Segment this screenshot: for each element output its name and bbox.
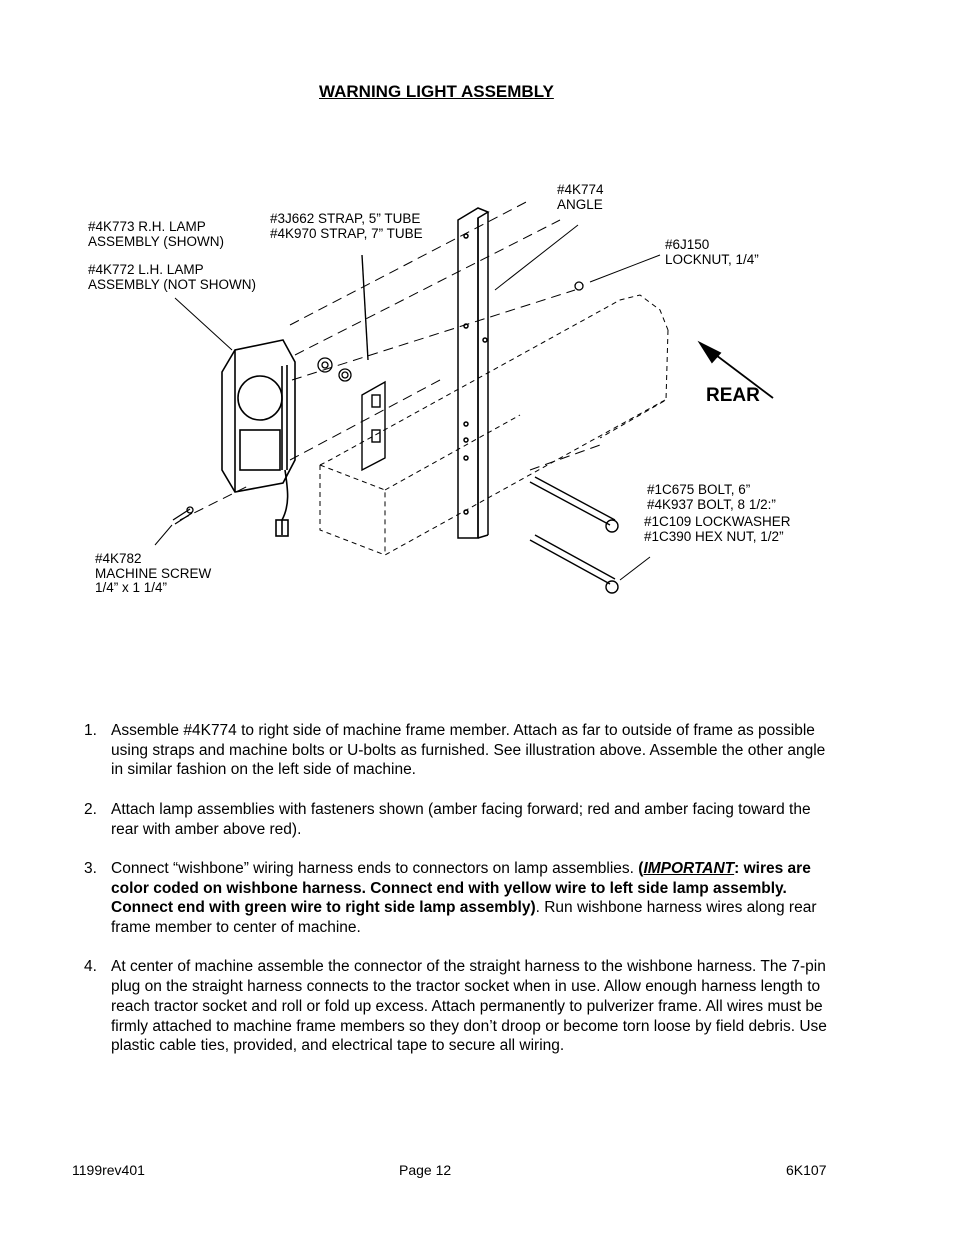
item-text: Connect “wishbone” wiring harness ends to connectors on lamp assemblies. [111, 859, 639, 877]
strap [362, 255, 385, 470]
machine-screw [173, 507, 193, 524]
frame-tube [320, 295, 668, 555]
footer-part-number: 6K107 [786, 1162, 827, 1178]
rear-label: REAR [706, 385, 760, 406]
label-lockwasher: #1C109 LOCKWASHER #1C390 HEX NUT, 1/2” [644, 514, 791, 544]
item-number: 1. [84, 722, 97, 739]
item-number: 3. [84, 859, 97, 877]
alignment-lines [180, 200, 600, 520]
label-angle: #4K774 ANGLE [557, 182, 604, 212]
important-note: (IMPORTANT: wires are color coded on wishbone harness. Connect end with yellow wire to left side lamp assembly. Connect end with green wire to right side lamp assembly) [111, 859, 811, 917]
item-text: Attach lamp assemblies with fasteners shown (amber facing forward; red and amber facing toward the rear with amber above red). [111, 800, 811, 838]
label-rh-lamp: #4K773 R.H. LAMP ASSEMBLY (SHOWN) [88, 219, 225, 249]
bolts [530, 477, 618, 593]
label-machine-screw: #4K782 MACHINE SCREW 1/4” x 1 1/4” [95, 551, 212, 595]
label-strap: #3J662 STRAP, 5” TUBE #4K970 STRAP, 7” TUBE [270, 211, 423, 241]
list-item [84, 800, 829, 839]
label-bolt: #1C675 BOLT, 6” #4K937 BOLT, 8 1/2:” [647, 482, 776, 512]
footer-page-number: Page 12 [399, 1162, 452, 1178]
list-item [84, 957, 829, 1056]
item-text-after: . Run wishbone harness wires along rear frame member to center of machine. [111, 899, 817, 936]
list-item [84, 859, 829, 938]
item-number: 4. [84, 958, 97, 976]
label-lh-lamp: #4K772 L.H. LAMP ASSEMBLY (NOT SHOWN) [88, 262, 257, 292]
hardware-nuts [318, 282, 583, 381]
list-item [84, 721, 829, 780]
item-text: At center of machine assemble the connector of the straight harness to the wishbone harness. The 7-pin plug on the straight harness connects to the tractor socket when in use. Allow enough harness length to reach tractor socket and roll or fold up excess. Attach permanently to pulverizer frame. All wires must be firmly attached to machine frame members so they don’t droop or become torn loose by field debris. Use plastic cable ties, provided, and electrical tape to secure all wiring. [111, 958, 827, 1055]
label-locknut: #6J150 LOCKNUT, 1/4” [665, 237, 759, 267]
angle-bar [458, 208, 488, 538]
item-number: 2. [84, 800, 97, 818]
instruction-list [84, 721, 829, 1076]
lamp-assembly [222, 340, 295, 536]
footer-revision: 1199rev401 [72, 1162, 145, 1178]
page-title: WARNING LIGHT ASSEMBLY [319, 82, 554, 101]
item-text: Assemble #4K774 to right side of machine frame member. Attach as far to outside of frame as possible using straps and machine bolts or U-bolts as furnished. See illustration above. Assemble the other angle in similar fashion on the left side of machine. [111, 722, 826, 779]
